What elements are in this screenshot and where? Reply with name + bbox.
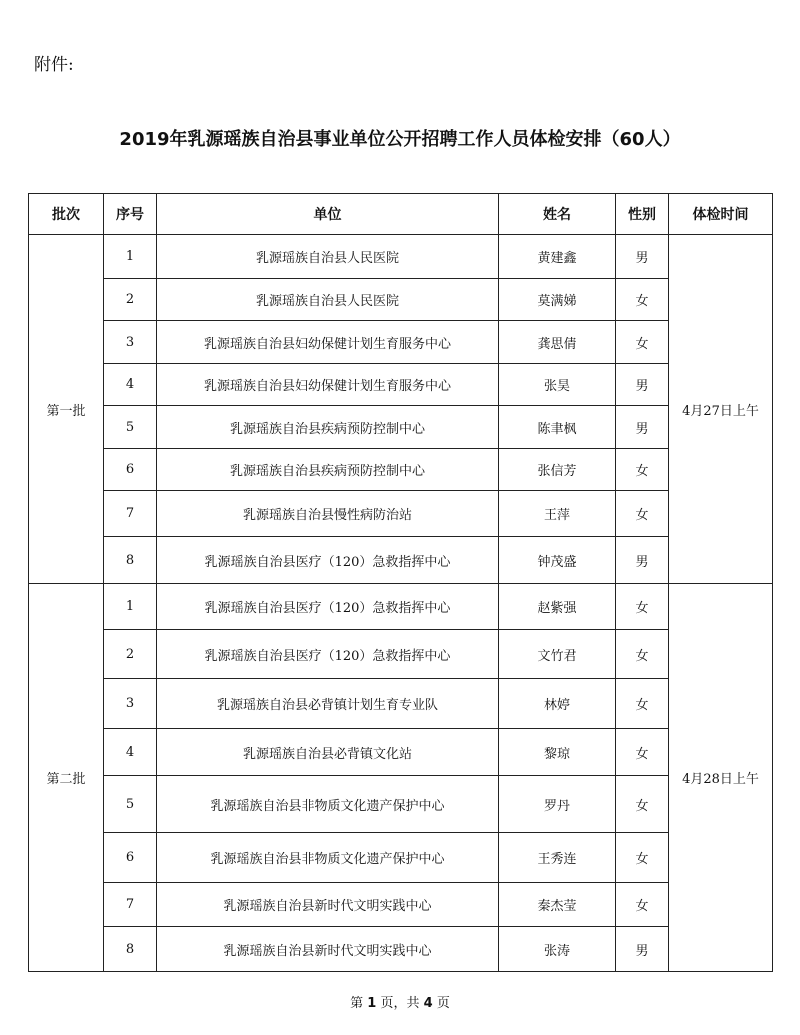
table-row (29, 235, 773, 279)
row-number-cell: 6 (104, 833, 157, 883)
gender-cell: 女 (616, 729, 669, 776)
gender-cell: 男 (616, 364, 669, 406)
footer-suffix: 页 (436, 996, 450, 1011)
row-number-cell: 5 (104, 776, 157, 833)
row-number-cell: 7 (104, 883, 157, 927)
unit-cell: 乳源瑶族自治县妇幼保健计划生育服务中心 (157, 364, 499, 406)
unit-cell: 乳源瑶族自治县人民医院 (157, 279, 499, 321)
table-header-row (29, 194, 773, 235)
unit-cell: 乳源瑶族自治县医疗（120）急救指挥中心 (157, 630, 499, 679)
table-row (29, 679, 773, 729)
row-number-cell: 8 (104, 927, 157, 972)
person-name-cell: 王秀连 (499, 833, 616, 883)
table-row (29, 630, 773, 679)
gender-cell: 女 (616, 833, 669, 883)
header-name: 姓名 (499, 194, 616, 235)
row-number-cell: 7 (104, 491, 157, 537)
table-row (29, 729, 773, 776)
row-number-cell: 1 (104, 584, 157, 630)
header-number: 序号 (104, 194, 157, 235)
unit-cell: 乳源瑶族自治县人民医院 (157, 235, 499, 279)
gender-cell: 女 (616, 883, 669, 927)
row-number-cell: 2 (104, 279, 157, 321)
row-number-cell: 6 (104, 449, 157, 491)
unit-cell: 乳源瑶族自治县疾病预防控制中心 (157, 449, 499, 491)
gender-cell: 女 (616, 279, 669, 321)
batch-cell: 第二批 (29, 584, 104, 972)
unit-cell: 乳源瑶族自治县必背镇计划生育专业队 (157, 679, 499, 729)
gender-cell: 女 (616, 630, 669, 679)
person-name-cell: 陈聿枫 (499, 406, 616, 449)
person-name-cell: 黄建鑫 (499, 235, 616, 279)
unit-cell: 乳源瑶族自治县新时代文明实践中心 (157, 883, 499, 927)
table-row (29, 584, 773, 630)
person-name-cell: 张信芳 (499, 449, 616, 491)
table-row (29, 321, 773, 364)
exam-time-cell: 4月28日上午 (669, 584, 773, 972)
footer-prefix: 第 (350, 996, 364, 1011)
unit-cell: 乳源瑶族自治县非物质文化遗产保护中心 (157, 833, 499, 883)
person-name-cell: 张昊 (499, 364, 616, 406)
exam-time-cell: 4月27日上午 (669, 235, 773, 584)
row-number-cell: 8 (104, 537, 157, 584)
header-exam-time: 体检时间 (669, 194, 773, 235)
table-row (29, 537, 773, 584)
row-number-cell: 3 (104, 321, 157, 364)
table-row (29, 927, 773, 972)
table-body (29, 235, 773, 972)
batch-cell: 第一批 (29, 235, 104, 584)
unit-cell: 乳源瑶族自治县非物质文化遗产保护中心 (157, 776, 499, 833)
header-gender: 性别 (616, 194, 669, 235)
table-row (29, 364, 773, 406)
unit-cell: 乳源瑶族自治县医疗（120）急救指挥中心 (157, 584, 499, 630)
row-number-cell: 5 (104, 406, 157, 449)
table-row (29, 491, 773, 537)
unit-cell: 乳源瑶族自治县必背镇文化站 (157, 729, 499, 776)
person-name-cell: 罗丹 (499, 776, 616, 833)
person-name-cell: 秦杰莹 (499, 883, 616, 927)
row-number-cell: 4 (104, 729, 157, 776)
gender-cell: 女 (616, 491, 669, 537)
gender-cell: 女 (616, 321, 669, 364)
unit-cell: 乳源瑶族自治县新时代文明实践中心 (157, 927, 499, 972)
gender-cell: 女 (616, 584, 669, 630)
person-name-cell: 龚思倩 (499, 321, 616, 364)
gender-cell: 男 (616, 927, 669, 972)
footer-page-number: 1 (367, 996, 377, 1011)
unit-cell: 乳源瑶族自治县慢性病防治站 (157, 491, 499, 537)
row-number-cell: 4 (104, 364, 157, 406)
gender-cell: 女 (616, 449, 669, 491)
unit-cell: 乳源瑶族自治县医疗（120）急救指挥中心 (157, 537, 499, 584)
footer-middle: 页，共 (380, 996, 420, 1011)
attachment-label: 附件: (34, 55, 74, 75)
table-row (29, 776, 773, 833)
person-name-cell: 林婷 (499, 679, 616, 729)
person-name-cell: 莫满娣 (499, 279, 616, 321)
person-name-cell: 王萍 (499, 491, 616, 537)
gender-cell: 女 (616, 776, 669, 833)
gender-cell: 男 (616, 406, 669, 449)
unit-cell: 乳源瑶族自治县疾病预防控制中心 (157, 406, 499, 449)
table-row (29, 833, 773, 883)
row-number-cell: 1 (104, 235, 157, 279)
gender-cell: 女 (616, 679, 669, 729)
header-batch: 批次 (29, 194, 104, 235)
table-row (29, 449, 773, 491)
page-title: 2019年乳源瑶族自治县事业单位公开招聘工作人员体检安排（60人） (119, 129, 681, 150)
header-unit: 单位 (157, 194, 499, 235)
person-name-cell: 文竹君 (499, 630, 616, 679)
gender-cell: 男 (616, 537, 669, 584)
person-name-cell: 张涛 (499, 927, 616, 972)
table-row (29, 406, 773, 449)
row-number-cell: 3 (104, 679, 157, 729)
table-row (29, 279, 773, 321)
person-name-cell: 钟茂盛 (499, 537, 616, 584)
table-row (29, 883, 773, 927)
unit-cell: 乳源瑶族自治县妇幼保健计划生育服务中心 (157, 321, 499, 364)
row-number-cell: 2 (104, 630, 157, 679)
footer-total-pages: 4 (423, 996, 433, 1011)
person-name-cell: 黎琼 (499, 729, 616, 776)
page-footer (0, 992, 800, 1011)
person-name-cell: 赵紫强 (499, 584, 616, 630)
gender-cell: 男 (616, 235, 669, 279)
schedule-table (28, 193, 773, 972)
